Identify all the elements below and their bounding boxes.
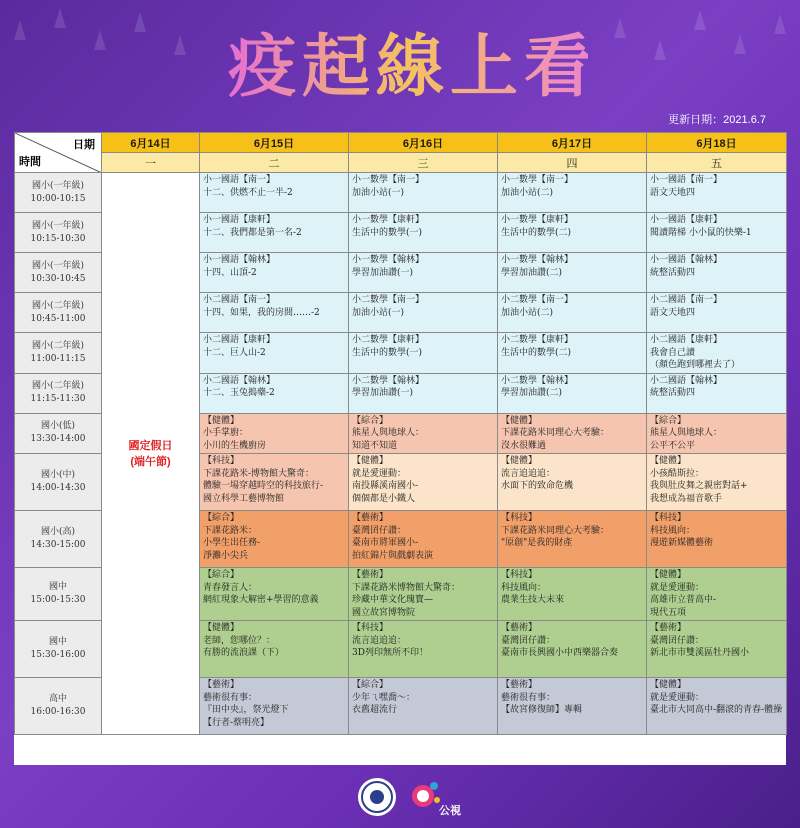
time-slot-range: 14:00-14:30 — [30, 483, 86, 493]
time-slot-range: 13:30-14:00 — [30, 434, 86, 445]
program-cell: 【健體】 就是愛運動： 高雄市立普高中- 現代五項 — [647, 568, 787, 621]
time-slot-level: 國小(高) — [40, 527, 76, 537]
date-header: 6月14日 — [102, 133, 200, 153]
program-cell: 【健體】 就是愛運動： 臺北市大同高中-翻滾的青春-體操 — [647, 678, 787, 735]
header-corner — [15, 133, 102, 173]
program-cell: 【藝術】 藝術很有事： 『田中央』，祭光燈下 【行者-蔡明亮】 — [200, 678, 349, 735]
time-slot-range: 11:15-11:30 — [30, 394, 86, 404]
program-cell: 小二數學【南一】 加油小站(二) — [498, 293, 647, 333]
date-header: 6月18日 — [647, 133, 787, 153]
time-slot-range: 10:15-10:30 — [30, 233, 86, 244]
program-cell: 【藝術】 臺灣囝仔讚： 臺南市將軍國小- 拍紅錦片與戲劇表演 — [349, 511, 498, 568]
time-slot-range: 15:00-15:30 — [30, 595, 86, 605]
program-cell: 小一數學【康軒】 生活中的數學(一) — [349, 213, 498, 253]
program-cell: 小一國語【南一】 語文天地四 — [647, 173, 787, 213]
program-cell: 【藝術】 臺灣囝仔讚： 新北市市雙溪區牡丹國小 — [647, 621, 787, 678]
time-slot-level: 高中 — [48, 694, 67, 704]
program-cell: 【健體】 小手掌廚： 小川的生機廚房 — [200, 413, 349, 454]
program-cell: 小一國語【翰林】 十四、山頂-2 — [200, 253, 349, 293]
footer-logos — [355, 770, 475, 820]
time-slot-level: 國中 — [48, 637, 67, 647]
time-slot — [15, 413, 102, 454]
time-slot-level: 國小(低) — [40, 421, 76, 432]
time-slot — [15, 568, 102, 621]
time-slot-range: 10:00-10:15 — [30, 193, 86, 204]
time-slot-range: 11:00-11:15 — [30, 353, 86, 364]
program-cell: 小二數學【翰林】 學習加油讚(二) — [498, 373, 647, 413]
program-cell: 【藝術】 臺灣囝仔讚： 臺南市長興國小中西樂器合奏 — [498, 621, 647, 678]
time-slot-level: 國小(一年級) — [31, 180, 85, 191]
time-slot — [15, 333, 102, 374]
program-cell: 【科技】 流言追追追： 3D列印無所不印！ — [349, 621, 498, 678]
date-header: 6月17日 — [498, 133, 647, 153]
program-cell: 小一國語【康軒】 十二、我們都是第一名-2 — [200, 213, 349, 253]
time-slot — [15, 454, 102, 511]
time-slot-level: 國小(二年級) — [31, 340, 85, 351]
time-slot-range: 10:30-10:45 — [30, 273, 86, 284]
time-slot-level: 國小(一年級) — [31, 220, 85, 231]
program-cell: 【藝術】 下課花路米博物館大驚奇： 珍藏中華文化瑰寶— 國立故宮博物院 — [349, 568, 498, 621]
program-cell: 小一數學【翰林】 學習加油讚(一) — [349, 253, 498, 293]
schedule-sheet — [14, 132, 786, 765]
time-slot — [15, 678, 102, 735]
date-header: 6月16日 — [349, 133, 498, 153]
time-slot — [15, 373, 102, 413]
page-title: 疫起線上看 — [228, 27, 599, 107]
weekday-header: 一 — [102, 153, 200, 173]
schedule-row — [15, 173, 787, 213]
time-slot — [15, 213, 102, 253]
time-slot-range: 10:45-11:00 — [30, 313, 86, 324]
program-cell: 【綜合】 青春發言人： 網紅現象大解密+學習的意義 — [200, 568, 349, 621]
time-slot-level: 國小(中) — [40, 470, 76, 480]
time-slot — [15, 293, 102, 333]
program-cell: 【健體】 就是愛運動： 南投縣溪南國小- 個個都是小鐵人 — [349, 454, 498, 511]
program-cell: 小二國語【翰林】 統整活動四 — [647, 373, 787, 413]
time-slot — [15, 621, 102, 678]
program-cell: 【健體】 老師，您哪位？： 有勝的流浪課（下） — [200, 621, 349, 678]
program-cell: 小一數學【南一】 加油小站(一) — [349, 173, 498, 213]
program-cell: 【科技】 下課花路米同理心大考驗： "原創"是我的財產 — [498, 511, 647, 568]
weekday-header: 四 — [498, 153, 647, 173]
holiday-label: 國定假日 — [128, 439, 173, 452]
time-slot-range: 14:30-15:00 — [30, 540, 86, 550]
time-slot — [15, 511, 102, 568]
time-slot-level: 國小(二年級) — [31, 381, 85, 391]
program-cell: 小二數學【翰林】 學習加油讚(一) — [349, 373, 498, 413]
time-slot-level: 國小(二年級) — [31, 300, 85, 311]
program-cell: 【科技】 科技風向： 漫遊新媒體藝術 — [647, 511, 787, 568]
program-cell: 小二國語【南一】 語文天地四 — [647, 293, 787, 333]
program-cell: 小一國語【康軒】 閱讀階梯 小小鼠的快樂-1 — [647, 213, 787, 253]
moe-seal-icon — [358, 778, 396, 816]
program-cell: 【健體】 小孩酷斯拉： 我與肚皮舞之親密對話+ 我想成為福音歌手 — [647, 454, 787, 511]
weekday-header: 五 — [647, 153, 787, 173]
program-cell: 【健體】 流言追追追： 水面下的致命危機 — [498, 454, 647, 511]
time-slot-level: 國小(一年級) — [31, 260, 85, 271]
program-cell: 小一國語【南一】 十二、供燃不止一半-2 — [200, 173, 349, 213]
program-cell: 【綜合】 熊星人與地球人： 公平不公平 — [647, 413, 787, 454]
date-header: 6月15日 — [200, 133, 349, 153]
pts-logo-label: 公視 — [439, 805, 461, 817]
program-cell: 小一數學【翰林】 學習加油讚(二) — [498, 253, 647, 293]
pts-logo-icon — [412, 782, 461, 817]
time-slot-range: 16:00-16:30 — [30, 707, 86, 717]
program-cell: 【綜合】 少年ㄟ嘿喬～： 衣舊超流行 — [349, 678, 498, 735]
program-cell: 小二國語【南一】 十四、如果，我的房間……-2 — [200, 293, 349, 333]
program-cell: 【綜合】 熊星人與地球人： 知道不知道 — [349, 413, 498, 454]
time-slot — [15, 173, 102, 213]
time-slot-range: 15:30-16:00 — [30, 650, 86, 660]
holiday-cell — [102, 173, 200, 735]
weekday-header: 二 — [200, 153, 349, 173]
time-slot-level: 國中 — [48, 582, 67, 592]
program-cell: 小一數學【南一】 加油小站(二) — [498, 173, 647, 213]
program-cell: 小二數學【南一】 加油小站(一) — [349, 293, 498, 333]
update-date: 更新日期：2021.6.7 — [668, 114, 766, 126]
program-cell: 【藝術】 藝術很有事： 【故宮修復師】專輯 — [498, 678, 647, 735]
schedule-table — [14, 132, 787, 735]
holiday-reason: (端午節) — [130, 455, 171, 468]
program-cell: 小一數學【康軒】 生活中的數學(二) — [498, 213, 647, 253]
program-cell: 小二國語【康軒】 我會自己讀 （顏色跑到哪裡去了） — [647, 333, 787, 374]
program-cell: 【科技】 下課花路米-博物館大驚奇： 體驗一場穿越時空的科技旅行- 國立科學工藝博物館 — [200, 454, 349, 511]
program-cell: 小一國語【翰林】 統整活動四 — [647, 253, 787, 293]
program-cell: 【健體】 下課花路米同理心大考驗： 沒水很難過 — [498, 413, 647, 454]
program-cell: 小二數學【康軒】 生活中的數學(二) — [498, 333, 647, 374]
program-cell: 小二國語【翰林】 十二、玉兔搗藥-2 — [200, 373, 349, 413]
time-slot — [15, 253, 102, 293]
program-cell: 小二數學【康軒】 生活中的數學(一) — [349, 333, 498, 374]
weekday-header: 三 — [349, 153, 498, 173]
program-cell: 小二國語【康軒】 十二、巨人山-2 — [200, 333, 349, 374]
date-axis-label: 日期 — [73, 139, 95, 151]
program-cell: 【綜合】 下課花路米： 小學生出任務- 淨灘小尖兵 — [200, 511, 349, 568]
time-axis-label: 時間 — [19, 156, 41, 168]
program-cell: 【科技】 科技風向： 農業生技大未來 — [498, 568, 647, 621]
